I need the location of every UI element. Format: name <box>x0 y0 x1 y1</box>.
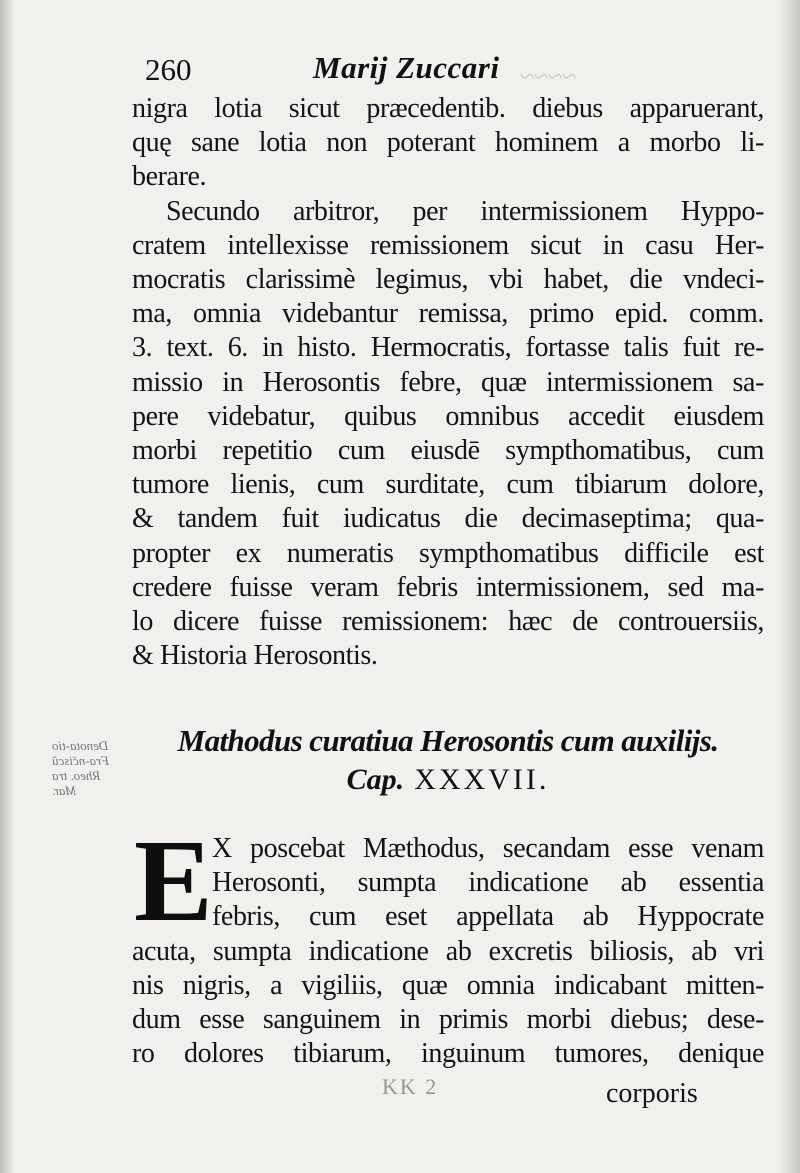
text-line: credere fuisse veram febris intermissionem, sed ma- <box>132 571 764 603</box>
show-through-text: ~~~~ <box>520 62 577 91</box>
chapter-roman-numeral: XXXVII. <box>414 763 550 796</box>
drop-cap-initial: E <box>134 815 213 946</box>
page-header <box>143 48 743 92</box>
text-line: propter ex numeratis sympthomatibus difficile est <box>132 537 764 569</box>
text-line: nigra lotia sicut præcedentib. diebus apparuerant, <box>132 93 764 124</box>
text-line: missio in Herosontis febre, quæ intermissionem sa- <box>132 366 764 398</box>
text-line: tumore lienis, cum surditate, cum tibiarum dolore, <box>132 469 764 501</box>
main-text-block <box>132 92 764 673</box>
chapter-number <box>132 760 764 800</box>
text-line: Secundo arbitror, per intermissionem Hyppo- <box>166 195 764 227</box>
text-line: pere videbatur, quibus omnibus accedit eiusdem <box>132 400 764 432</box>
text-line: Herosonti, sumpta indicatione ab essentia <box>212 867 764 899</box>
text-line: X poscebat Mæthodus, secandam esse venam <box>212 833 764 864</box>
text-line: dum esse sanguinem in primis morbi diebus; dese- <box>132 1004 764 1036</box>
text-line: cratem intellexisse remissionem sicut in casu Her- <box>132 229 764 261</box>
margin-note: Denota-tio Fra-nčiscũ Rheo. tra Mar. <box>52 738 110 798</box>
chapter-text-block <box>132 815 764 1071</box>
text-line: berare. <box>132 161 207 193</box>
running-head: Marij Zuccari <box>313 50 500 85</box>
text-line: ro dolores tibiarum, inguinum tumores, denique <box>132 1038 764 1070</box>
text-line: mocratis clarissimè legimus, vbi habet, die vndeci- <box>132 264 764 296</box>
chapter-title: Mathodus curatiua Herosontis cum auxilijs. <box>177 723 719 758</box>
text-line: & tandem fuit iudicatus die decimaseptima; qua- <box>132 503 764 535</box>
text-line: ma, omnia videbantur remissa, primo epid. comm. <box>132 298 764 330</box>
text-line: nis nigris, a vigiliis, quæ omnia indicabant mitten- <box>132 969 764 1001</box>
chapter-heading <box>132 722 764 800</box>
text-line: febris, cum eset appellata ab Hyppocrate <box>212 901 764 933</box>
text-line: & Historia Herosontis. <box>132 640 378 672</box>
text-line: 3. text. 6. in histo. Hermocratis, fortasse talis fuit re- <box>132 332 764 364</box>
text-line: lo dicere fuisse remissionem: hæc de controuersiis, <box>132 606 764 638</box>
page-number: 260 <box>145 52 192 87</box>
text-line: acuta, sumpta indicatione ab excretis biliosis, ab vri <box>132 935 764 967</box>
text-line: morbi repetitio cum eiusdē sympthomatibus, cum <box>132 435 764 467</box>
text-line: quę sane lotia non poterant hominem a morbo li- <box>132 127 764 159</box>
catchword: corporis <box>606 1078 698 1109</box>
signature-mark: KK 2 <box>382 1074 439 1099</box>
chapter-label: Cap. <box>346 763 405 796</box>
